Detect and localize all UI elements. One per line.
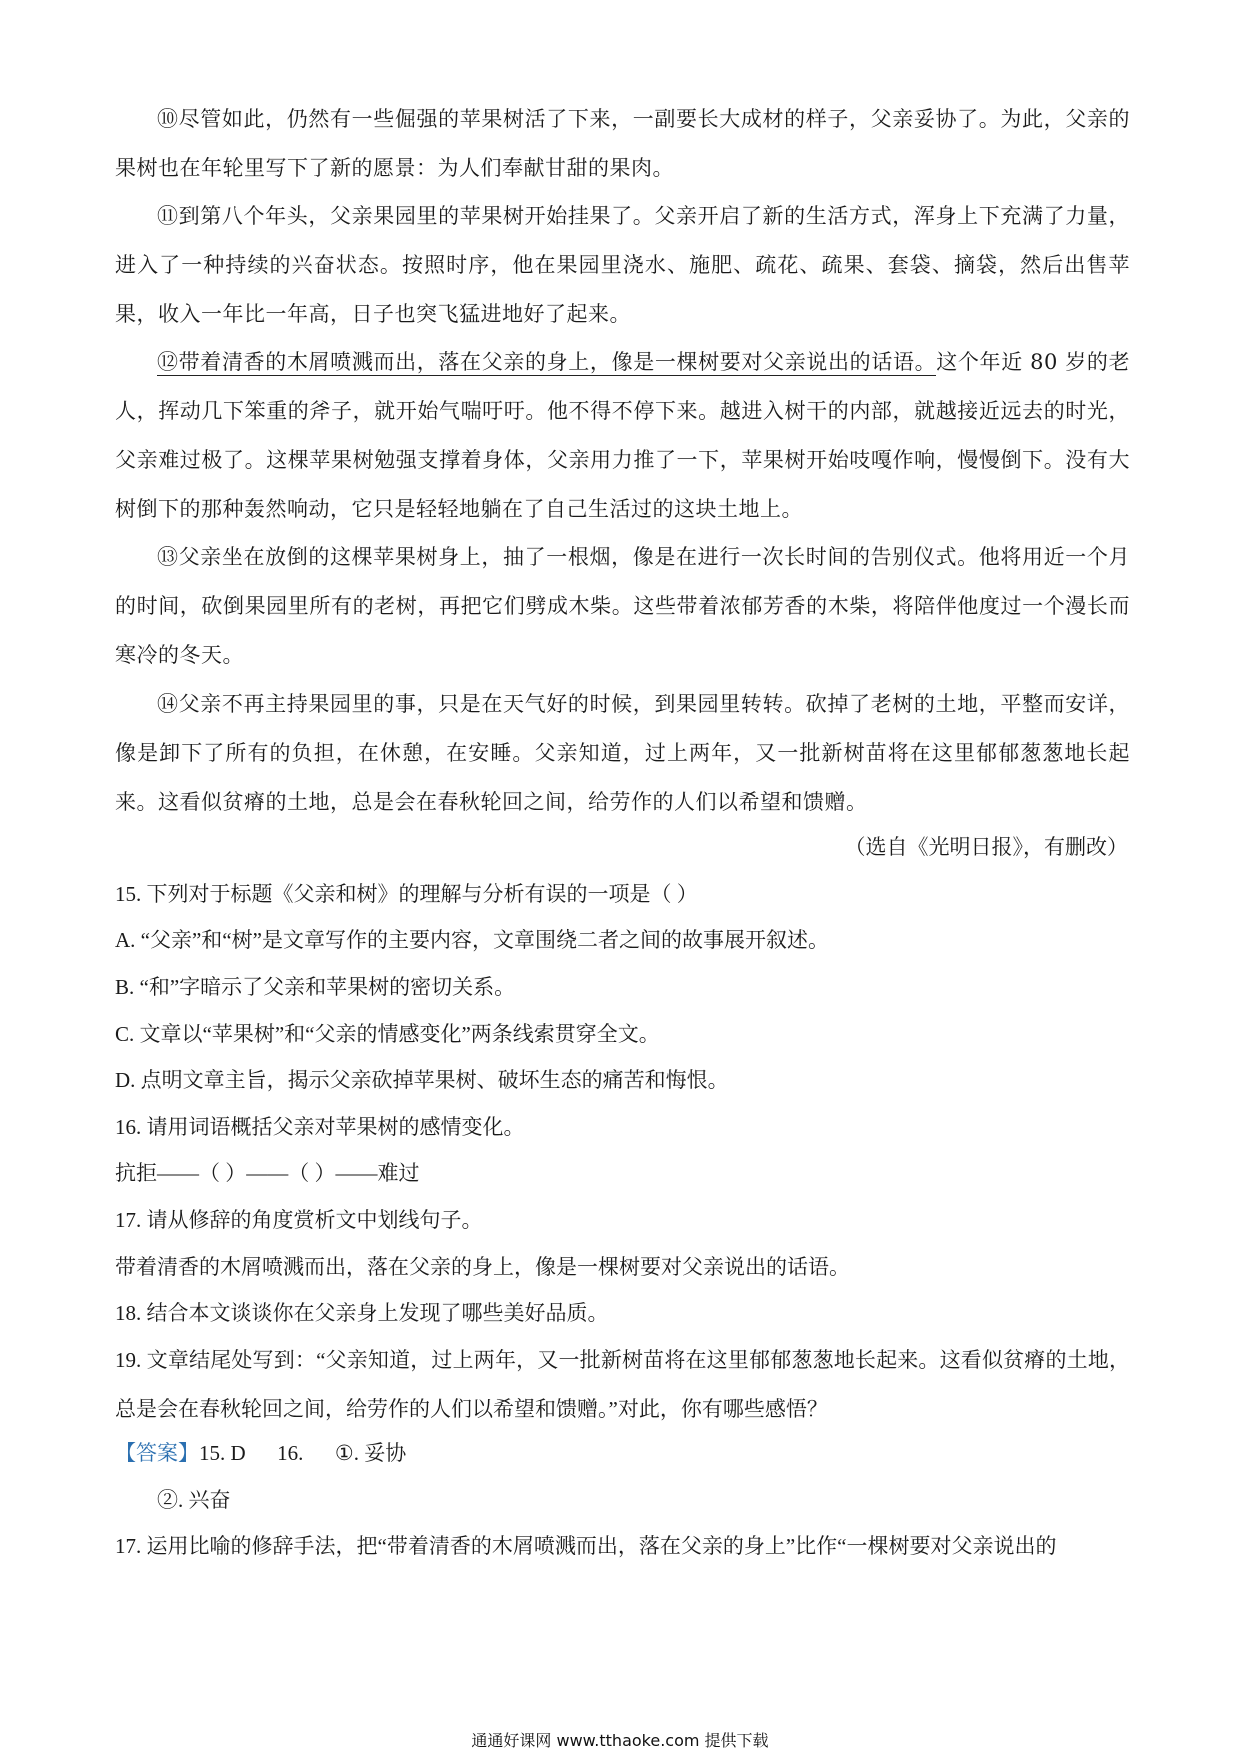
paragraph-11: ⑪到第八个年头，父亲果园里的苹果树开始挂果了。父亲开启了新的生活方式，浑身上下充满了力量，进入了一种持续的兴奋状态。按照时序，他在果园里浇水、施肥、疏花、疏果、套袋、摘袋，然后出售苹果，收入一年比一年高，日子也突飞猛进地好了起来。 [115, 204, 1130, 326]
paragraph-14: ⑭父亲不再主持果园里的事，只是在天气好的时候，到果园里转转。砍掉了老树的土地，平整而安详，像是卸下了所有的负担，在休憩，在安睡。父亲知道，过上两年，又一批新树苗将在这里郁郁葱葱地长起来。这看似贫瘠的土地，总是会在春秋轮回之间，给劳作的人们以希望和馈赠。 [115, 692, 1130, 814]
source-citation: （选自《光明日报》，有删改） [844, 835, 1128, 859]
paragraph-12-rest: 这个年近 80 岁的老人，挥动几下笨重的斧子，就开始气喘吁吁。他不得不停下来。越进入树干的内部，就越接近远去的时光，父亲难过极了。这棵苹果树勉强支撑着身体，父亲用力推了一下，苹果树开始吱嘎作响，慢慢倒下。没有大树倒下的那种轰然响动，它只是轻轻地躺在了自己生活过的这块土地上。 [115, 350, 1131, 521]
question-16-blanks: 抗拒——（ ）——（ ）——难过 [115, 1161, 420, 1185]
paragraph-10: ⑩尽管如此，仍然有一些倔强的苹果树活了下来，一副要长大成材的样子，父亲妥协了。为此，父亲的果树也在年轮里写下了新的愿景：为人们奉献甘甜的果肉。 [115, 107, 1130, 180]
answer-line-1 [115, 1438, 1130, 1468]
question-15-option-c: C. 文章以“苹果树”和“父亲的情感变化”两条线索贯穿全文。 [115, 1022, 660, 1046]
question-16: 16. 请用词语概括父亲对苹果树的感情变化。 [115, 1115, 525, 1139]
question-17: 17. 请从修辞的角度赏析文中划线句子。 [115, 1208, 483, 1232]
answer-line-2: ②. 兴奋 [157, 1488, 231, 1512]
answer-line-1-text: 15. D 16. ①. 妥协 [199, 1441, 407, 1465]
question-18: 18. 结合本文谈谈你在父亲身上发现了哪些美好品质。 [115, 1301, 609, 1325]
answer-label: 【答案】 [115, 1441, 199, 1465]
question-15: 15. 下列对于标题《父亲和树》的理解与分析有误的一项是（ ） [115, 882, 698, 906]
question-15-option-b: B. “和”字暗示了父亲和苹果树的密切关系。 [115, 975, 516, 999]
underlined-sentence: ⑫带着清香的木屑喷溅而出，落在父亲的身上，像是一棵树要对父亲说出的话语。 [157, 350, 937, 374]
paragraph-13: ⑬父亲坐在放倒的这棵苹果树身上，抽了一根烟，像是在进行一次长时间的告别仪式。他将用近一个月的时间，砍倒果园里所有的老树，再把它们劈成木柴。这些带着浓郁芳香的木柴，将陪伴他度过一个漫长而寒冷的冬天。 [115, 545, 1130, 667]
footer-watermark: 通通好课网 www.tthaoke.com 提供下载 [471, 1731, 769, 1750]
question-15-option-d: D. 点明文章主旨，揭示父亲砍掉苹果树、破坏生态的痛苦和悔恨。 [115, 1068, 729, 1092]
paragraph-12 [115, 338, 1130, 534]
question-15-option-a: A. “父亲”和“树”是文章写作的主要内容，文章围绕二者之间的故事展开叙述。 [115, 928, 829, 952]
question-19: 19. 文章结尾处写到：“父亲知道，过上两年，又一批新树苗将在这里郁郁葱葱地长起来。这看似贫瘠的土地，总是会在春秋轮回之间，给劳作的人们以希望和馈赠。”对此，你有哪些感悟？ [115, 1348, 1130, 1421]
answer-line-3: 17. 运用比喻的修辞手法，把“带着清香的木屑喷溅而出，落在父亲的身上”比作“一棵树要对父亲说出的 [115, 1534, 1057, 1558]
question-17-quote: 带着清香的木屑喷溅而出，落在父亲的身上，像是一棵树要对父亲说出的话语。 [115, 1255, 850, 1279]
